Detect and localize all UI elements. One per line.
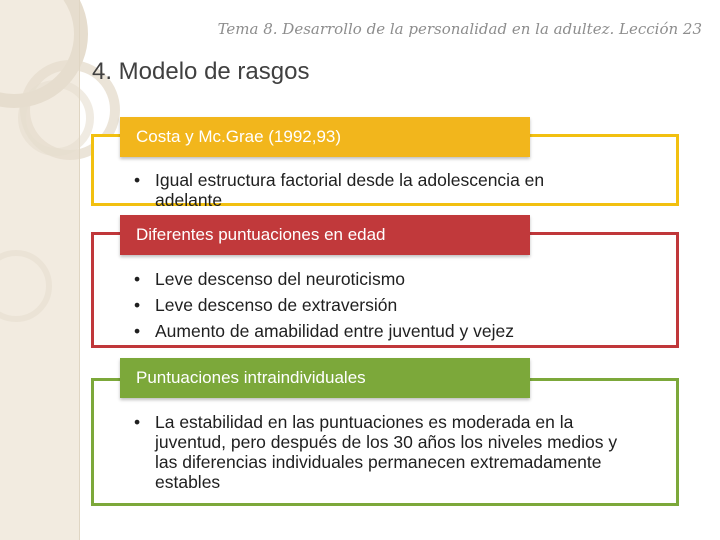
list-item: • Leve descenso del neuroticismo [130,266,650,292]
section-heading-costa: Costa y Mc.Grae (1992,93) [120,117,530,157]
list-item: • Leve descenso de extraversión [130,292,650,318]
slide-header: Tema 8. Desarrollo de la personalidad en la adultez. Lección 23 [217,20,702,38]
section-heading-edad: Diferentes puntuaciones en edad [120,215,530,255]
section-heading-intraindividuales: Puntuaciones intraindividuales [120,358,530,398]
bullet-list-intraindividuales [130,412,630,492]
bullet-list-costa [130,170,610,210]
sidebar-divider [79,0,80,540]
decorative-circle [18,80,94,156]
decorative-circle [0,250,52,322]
bullet-list-edad [130,266,650,344]
list-item: • Aumento de amabilidad entre juventud y vejez [130,318,650,344]
decorative-sidebar [0,0,79,540]
list-item: • La estabilidad en las puntuaciones es moderada en la juventud, pero después de los 30 años los niveles medios y las diferencias individuales permanecen extremadamente estables [130,412,630,492]
list-item: • Igual estructura factorial desde la adolescencia en adelante [130,170,610,210]
slide-title: 4. Modelo de rasgos [92,58,310,85]
